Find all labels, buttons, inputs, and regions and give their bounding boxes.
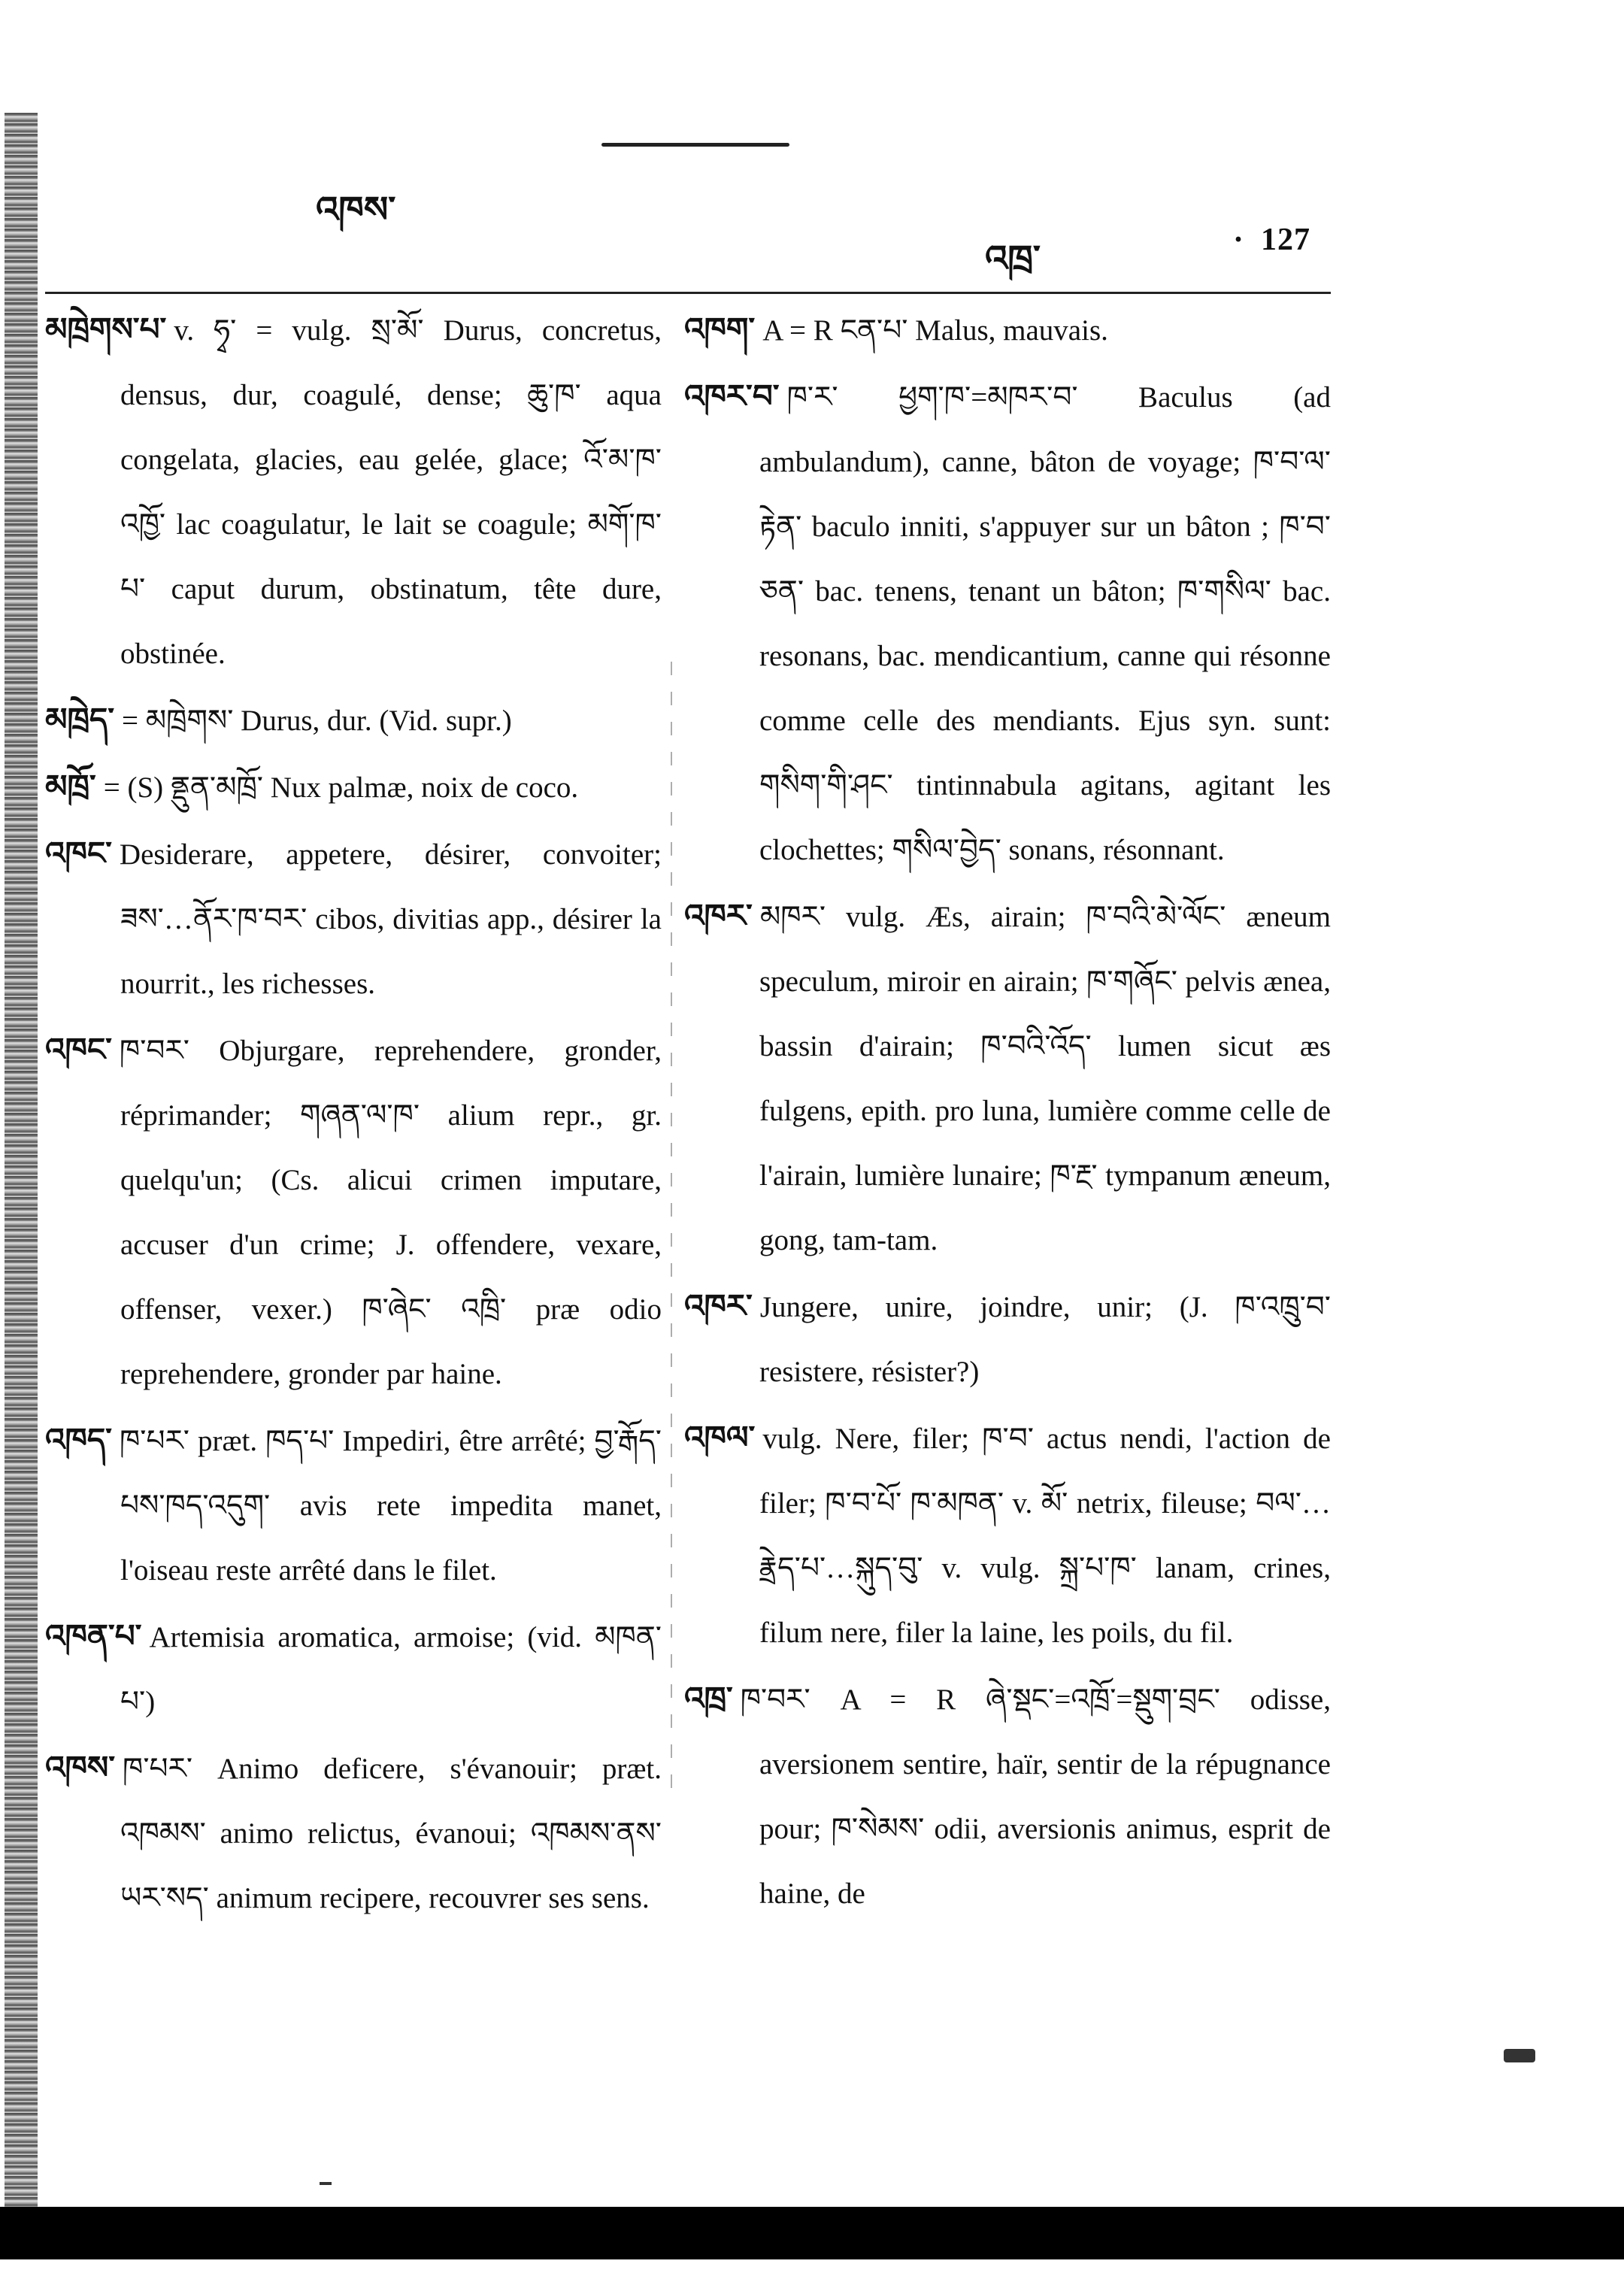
entry-headword: འཁར་ [684, 1289, 753, 1324]
dictionary-entry [684, 1667, 1331, 1926]
entry-text: ཁ་བར་ A = R ཞེ་སྡང་=འཁྲོ་=སྡུག་བྲང་ odisse, aversionem sentire, haïr, sentir de la répugnance pour; ཁ་སེམས་ odii, aversionis animus, esprit de haine, de [740, 1683, 1331, 1910]
entry-headword: འཁན་པ་ [45, 1620, 142, 1654]
dictionary-entry [45, 1018, 662, 1407]
scan-ink-speck [320, 2182, 332, 2185]
entry-text: མཁར་ vulg. Æs, airain; ཁ་བའི་མེ་ལོང་ æneum speculum, miroir en airain; ཁ་གཞོང་ pelvis ænea, bassin d'airain; ཁ་བའི་འོད་ lumen sicut æs fulgens, epith. pro luna, lumière comme celle de l'airain, lumière lunaire; ཁ་རྔ་ tympanum æneum, gong, tam-tam. [759, 901, 1331, 1256]
entry-headword: འཁལ་ [684, 1421, 756, 1456]
dictionary-entry [45, 1605, 662, 1735]
dictionary-entry [45, 1408, 662, 1603]
entry-text: = (S) ནྡུན་མཁྲོ་ Nux palmæ, noix de coco. [103, 771, 579, 804]
entry-text: ཁ་པར་ præt. ཁད་པ་ Impediri, être arrêté; བྱ་རྒོད་པས་ཁད་འདུག་ avis rete impedita manet, l'oiseau reste arrêté dans le filet. [120, 1425, 662, 1586]
entry-headword: འཁར་ [684, 899, 753, 934]
header-rule [45, 292, 1331, 294]
page-number [1233, 222, 1310, 258]
dictionary-entry [684, 884, 1331, 1273]
entry-headword: འཁད་ [45, 1423, 112, 1458]
entry-text: = མཁྲེགས་ Durus, dur. (Vid. supr.) [122, 705, 512, 737]
entry-headword: འཁང་ [45, 837, 112, 871]
entry-text: ཁ་ར་ ཕྱག་ཁ་=མཁར་བ་ Baculus (ad ambulandum), canne, bâton de voyage; ཁ་བ་ལ་རྟེན་ baculo inniti, s'appuyer sur un bâton ; ཁ་བ་ཅན་ bac. tenens, tenant un bâton; ཁ་གསིལ་ bac. resonans, bac. mendicantium, canne qui résonne comme celle des mendiants. Ejus syn. sunt: གསིག་གི་ཤང་ tintinnabula agitans, agitant les clochettes; གསིལ་བྱེད་ sonans, résonnant. [759, 381, 1331, 866]
entry-headword: འཁས་ [45, 1751, 116, 1786]
entry-headword: འཁར་བ་ [684, 380, 780, 414]
header-ornament-dash [601, 143, 789, 147]
entry-text: ཁ་པར་ Animo deficere, s'évanouir; præt. འཁམས་ animo relictus, évanoui; འཁམས་ནས་ཡར་སད་ animum recipere, recouvrer ses sens. [120, 1753, 662, 1914]
scan-bottom-border [0, 2207, 1624, 2259]
scanned-page-edge [5, 113, 38, 2218]
dictionary-entry [45, 822, 662, 1017]
entry-headword: མཁྲོ་ [45, 770, 96, 805]
right-guide-word: འཁྲ་ [985, 239, 1041, 279]
entry-text: ཁ་བར་ Objurgare, reprehendere, gronder, réprimander; གཞན་ལ་ཁ་ alium repr., gr. quelqu'un; (Cs. alicui crimen imputare, accuser d'un crime; J. offendere, vexare, offenser, vexer.) ཁ་ཞེང་ འཁྲི་ præ odio reprehendere, gronder par haine. [119, 1035, 662, 1390]
dictionary-entry [684, 298, 1331, 363]
entry-text: Jungere, unire, joindre, unir; (J. ཁ་འཁྲུ་བ་ resistere, résister?) [759, 1291, 1331, 1388]
entry-headword: འཁང་ [45, 1033, 112, 1068]
entry-text: v. ཧྭ་ = vulg. སྲ་མོ་ Durus, concretus, densus, dur, coagulé, dense; ཆུ་ཁ་ aqua congelata, glacies, eau gelée, glace; འོ་མ་ཁ་འཁྱོ་ lac coagulatur, le lait se coagule; མགོ་ཁ་པ་ caput durum, obstinatum, tête dure, obstinée. [120, 314, 662, 670]
entry-text: Artemisia aromatica, armoise; (vid. མཁན་པ་) [120, 1621, 662, 1718]
dictionary-entry [45, 1736, 662, 1931]
entry-headword: མཁྲེགས་པ་ [45, 313, 167, 347]
column-divider [671, 662, 672, 1790]
right-column [684, 298, 1331, 1928]
dictionary-entry [684, 1406, 1331, 1665]
dictionary-entry [684, 365, 1331, 883]
dictionary-entry [45, 755, 662, 820]
entry-headword: མཁྲེད་ [45, 703, 115, 738]
left-guide-word: འཁས་ [316, 190, 396, 230]
page-number-value: 127 [1261, 223, 1311, 257]
page-number-dot: · [1233, 223, 1245, 257]
dictionary-entry [684, 1274, 1331, 1405]
left-column [45, 298, 662, 1932]
entry-text: Desiderare, appetere, désirer, convoiter; ཟས་…ནོར་ཁ་བར་ cibos, divitias app., désirer la nourrit., les richesses. [119, 838, 662, 1000]
dictionary-entry [45, 688, 662, 753]
dictionary-entry [45, 298, 662, 686]
entry-headword: འཁྲ་ [684, 1682, 733, 1717]
entry-headword: འཁག་ [684, 313, 756, 347]
scan-ink-speck [1504, 2049, 1535, 2062]
entry-text: vulg. Nere, filer; ཁ་བ་ actus nendi, l'action de filer; ཁ་བ་པོ་ ཁ་མཁན་ v. མོ་ netrix, fileuse; བལ་…རྣྲེད་པ་…སྐུད་བུ་ v. vulg. སྐྲ་པ་ཁ་ lanam, crines, filum nere, filer la laine, les poils, du fil. [759, 1423, 1331, 1649]
entry-text: A = R ངན་པ་ Malus, mauvais. [762, 314, 1108, 347]
